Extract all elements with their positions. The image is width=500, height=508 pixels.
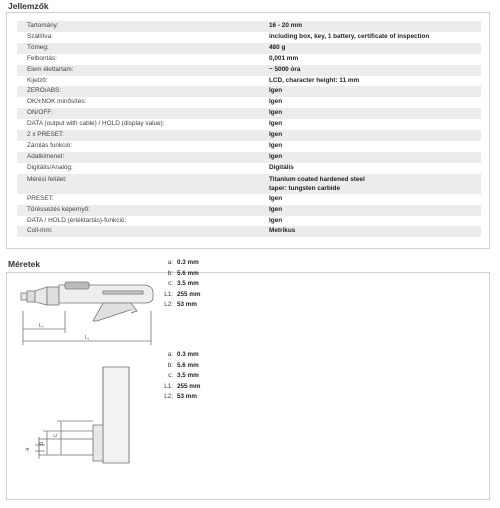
table-row: PRESET: Igen [27,194,283,202]
list-item: L1: 255 mm [164,290,201,298]
list-item: b: 5.6 mm [167,269,199,277]
table-row: 2 x PRESET: Igen [17,130,481,141]
list-item: L2: 53 mm [164,393,197,400]
b-label: b [39,441,45,445]
c-label: c [53,434,59,437]
table-row: Mérési felület: Titanium coated hardened steel taper: tungsten carbide [17,174,481,194]
list-item: a: 0.3 mm [167,259,199,266]
l1-label: L₁ [85,335,90,341]
table-row: Tűréssezés képernyő: Igen [17,205,481,216]
table-row: Szállítva: including box, key, 1 battery, certificate of inspection [27,32,430,40]
table-row: Tartomány: 16 - 20 mm [17,21,481,32]
dimensions-heading: Méretek [8,259,41,269]
table-row: DATA (output with cable) / HOLD (display value): Igen [27,120,283,128]
table-row: Coll-mm: Metrikus [17,226,481,237]
list-item: a: 0.3 mm [167,351,199,358]
list-item: L2: 53 mm [164,301,197,308]
specs-panel [6,12,490,249]
list-item: L1: 255 mm [164,382,201,390]
table-row: Felbontás: 0,001 mm [27,54,299,62]
table-row: Elem élettartam: ~ 5000 óra [17,65,481,76]
table-row: Tömeg: 480 g [17,43,481,54]
specs-table [17,21,481,237]
table-row: Digitális/Analóg: Digitális [27,163,294,171]
table-row: DATA / HOLD (értéktartás)-funkció: Igen [27,216,283,224]
table-row: Kijelző: LCD, character height: 11 mm [27,76,360,84]
table-row: ZERO/ABS: Igen [17,86,481,97]
a-label: a [25,447,31,451]
list-item: c: 3.5 mm [168,372,199,379]
specs-heading: Jellemzők [8,1,49,11]
gauge-side-view-drawing [13,281,163,351]
list-item: b: 5.6 mm [167,361,199,369]
dimension-list-b [160,350,200,403]
table-row: Zárolás funkció: Igen [27,141,283,149]
l2-label: L₂ [39,323,44,329]
table-row: OK/±NOK minősítés: Igen [27,98,283,106]
table-row: Adatkimenet: Igen [17,152,481,163]
list-item: c: 3.5 mm [168,280,199,287]
dimension-list-a [160,258,200,311]
table-row: ON/OFF: Igen [17,108,481,119]
probe-section-drawing [17,359,157,469]
